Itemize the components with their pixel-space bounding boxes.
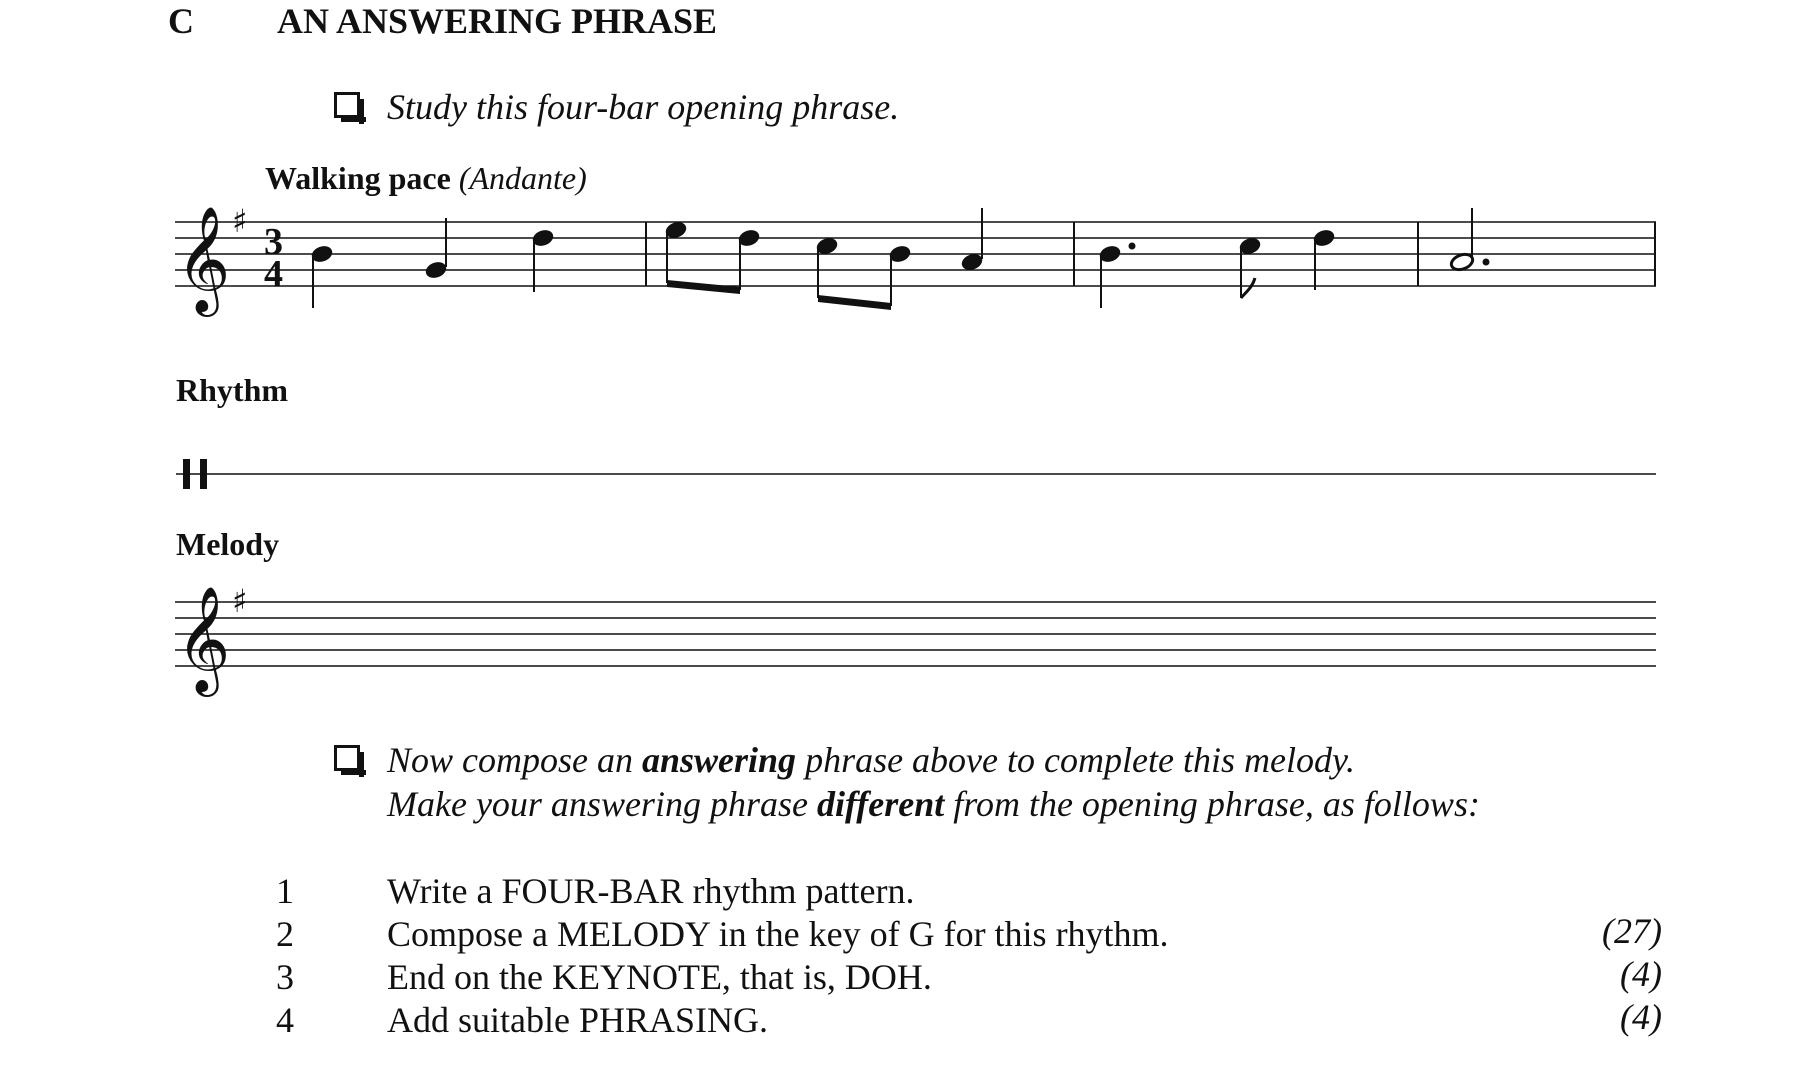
key-signature-sharp-icon: ♯ xyxy=(232,202,248,240)
melody-label: Melody xyxy=(176,526,280,562)
treble-clef-icon: 𝄞 xyxy=(176,585,231,692)
task-number: 4 xyxy=(276,1000,294,1040)
treble-clef-icon: 𝄞 xyxy=(176,205,231,312)
bar-1 xyxy=(310,218,555,308)
tempo-text: Walking pace xyxy=(265,160,451,196)
note xyxy=(960,252,984,272)
bar-4 xyxy=(1449,208,1489,272)
task-mark: (4) xyxy=(1620,954,1662,994)
instr-emphasis: different xyxy=(816,784,945,824)
task-mark: (27) xyxy=(1602,911,1662,951)
compose-instruction-line1 xyxy=(387,739,1355,781)
time-signature-bottom: 4 xyxy=(264,253,283,295)
bar-2 xyxy=(664,208,984,310)
section-letter: C xyxy=(168,1,194,41)
instr-text: Now compose an xyxy=(387,740,642,780)
task-text: Compose a MELODY in the key of G for this rhythm. xyxy=(387,914,1169,954)
study-instruction: Study this four-bar opening phrase. xyxy=(387,87,900,127)
compose-checkbox[interactable] xyxy=(334,745,360,771)
instr-emphasis: answering xyxy=(642,740,797,780)
note xyxy=(424,260,448,280)
rhythm-line xyxy=(176,459,1656,489)
task-number: 3 xyxy=(276,957,294,997)
instr-text: phrase above to complete this melody. xyxy=(796,740,1355,780)
tempo-italian: (Andante) xyxy=(458,160,587,196)
task-text: End on the KEYNOTE, that is, DOH. xyxy=(387,957,932,997)
key-signature-sharp-icon: ♯ xyxy=(232,582,248,620)
melody-staff xyxy=(175,602,1656,666)
opening-phrase-staff xyxy=(175,222,1656,286)
task-number: 1 xyxy=(276,871,294,911)
task-number: 2 xyxy=(276,914,294,954)
bar-3 xyxy=(1098,228,1336,308)
instr-text: from the opening phrase, as follows: xyxy=(944,784,1480,824)
task-text: Write a FOUR-BAR rhythm pattern. xyxy=(387,871,915,911)
task-text: Add suitable PHRASING. xyxy=(387,1000,769,1040)
task-mark: (4) xyxy=(1620,997,1662,1037)
section-title: AN ANSWERING PHRASE xyxy=(277,1,718,41)
rhythm-label: Rhythm xyxy=(176,372,289,408)
instr-text: Make your answering phrase xyxy=(387,784,817,824)
time-signature-top: 3 xyxy=(264,221,283,263)
compose-instruction-line2 xyxy=(387,783,1480,825)
